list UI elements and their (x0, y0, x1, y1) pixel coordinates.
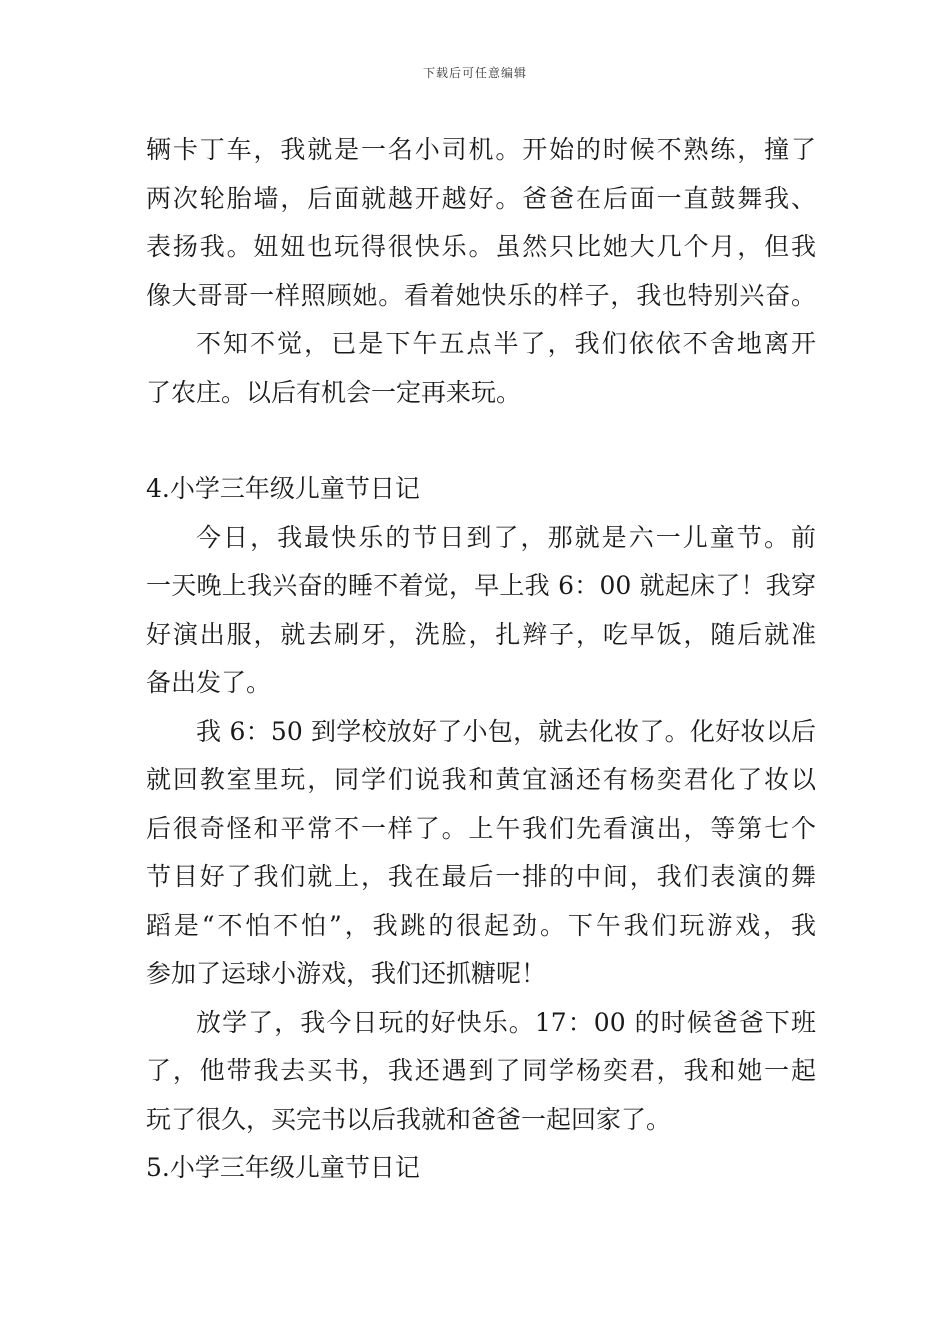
document-body (146, 126, 816, 1193)
paragraph (146, 708, 816, 999)
paragraph (146, 1144, 816, 1193)
text-line: 放学了，我今日玩的好快乐。17：00 的时候爸爸下班 (196, 1007, 816, 1037)
text-line: 就回教室里玩，同学们说我和黄宜涵还有杨奕君化了妆以 (146, 765, 816, 794)
text-line: 蹈是“不怕不怕”，我跳的很起劲。下午我们玩游戏，我 (146, 910, 816, 940)
text-line: 后很奇怪和平常不一样了。上午我们先看演出，等第七个 (146, 813, 816, 843)
text-line: 两次轮胎墙，后面就越开越好。爸爸在后面一直鼓舞我、 (146, 183, 816, 213)
text-line: 好演出服，就去刷牙，洗脸，扎辫子，吃早饭，随后就准 (146, 619, 816, 649)
text-line: 5.小学三年级儿童节日记 (146, 1153, 420, 1182)
text-line: 4.小学三年级儿童节日记 (146, 474, 420, 503)
paragraph (146, 465, 816, 514)
paragraph-gap (146, 417, 816, 465)
text-line: 参加了运球小游戏，我们还抓糖呢！ (146, 959, 547, 988)
text-line: 像大哥哥一样照顾她。看着她快乐的样子，我也特别兴奋。 (146, 280, 816, 310)
paragraph (146, 999, 816, 1145)
paragraph (146, 514, 816, 708)
text-line: 备出发了。 (146, 668, 272, 697)
text-line: 表扬我。妞妞也玩得很快乐。虽然只比她大几个月，但我 (146, 232, 816, 261)
text-line: 一天晚上我兴奋的睡不着觉，早上我 6：00 就起床了！我穿 (146, 571, 816, 600)
paragraph (146, 320, 816, 417)
text-line: 了农庄。以后有机会一定再来玩。 (146, 377, 522, 407)
text-line: 节目好了我们就上，我在最后一排的中间，我们表演的舞 (146, 862, 816, 891)
text-line: 玩了很久，买完书以后我就和爸爸一起回家了。 (146, 1104, 672, 1134)
text-line: 我 6：50 到学校放好了小包，就去化妆了。化好妆以后 (196, 716, 816, 746)
text-line: 不知不觉，已是下午五点半了，我们依依不舍地离开 (196, 329, 816, 358)
paragraph (146, 126, 816, 320)
text-line: 今日，我最快乐的节日到了，那就是六一儿童节。前 (196, 522, 816, 552)
page-header-note: 下载后可任意编辑 (422, 66, 527, 80)
text-line: 了，他带我去买书，我还遇到了同学杨奕君，我和她一起 (146, 1056, 816, 1085)
text-line: 辆卡丁车，我就是一名小司机。开始的时候不熟练，撞了 (146, 135, 816, 164)
